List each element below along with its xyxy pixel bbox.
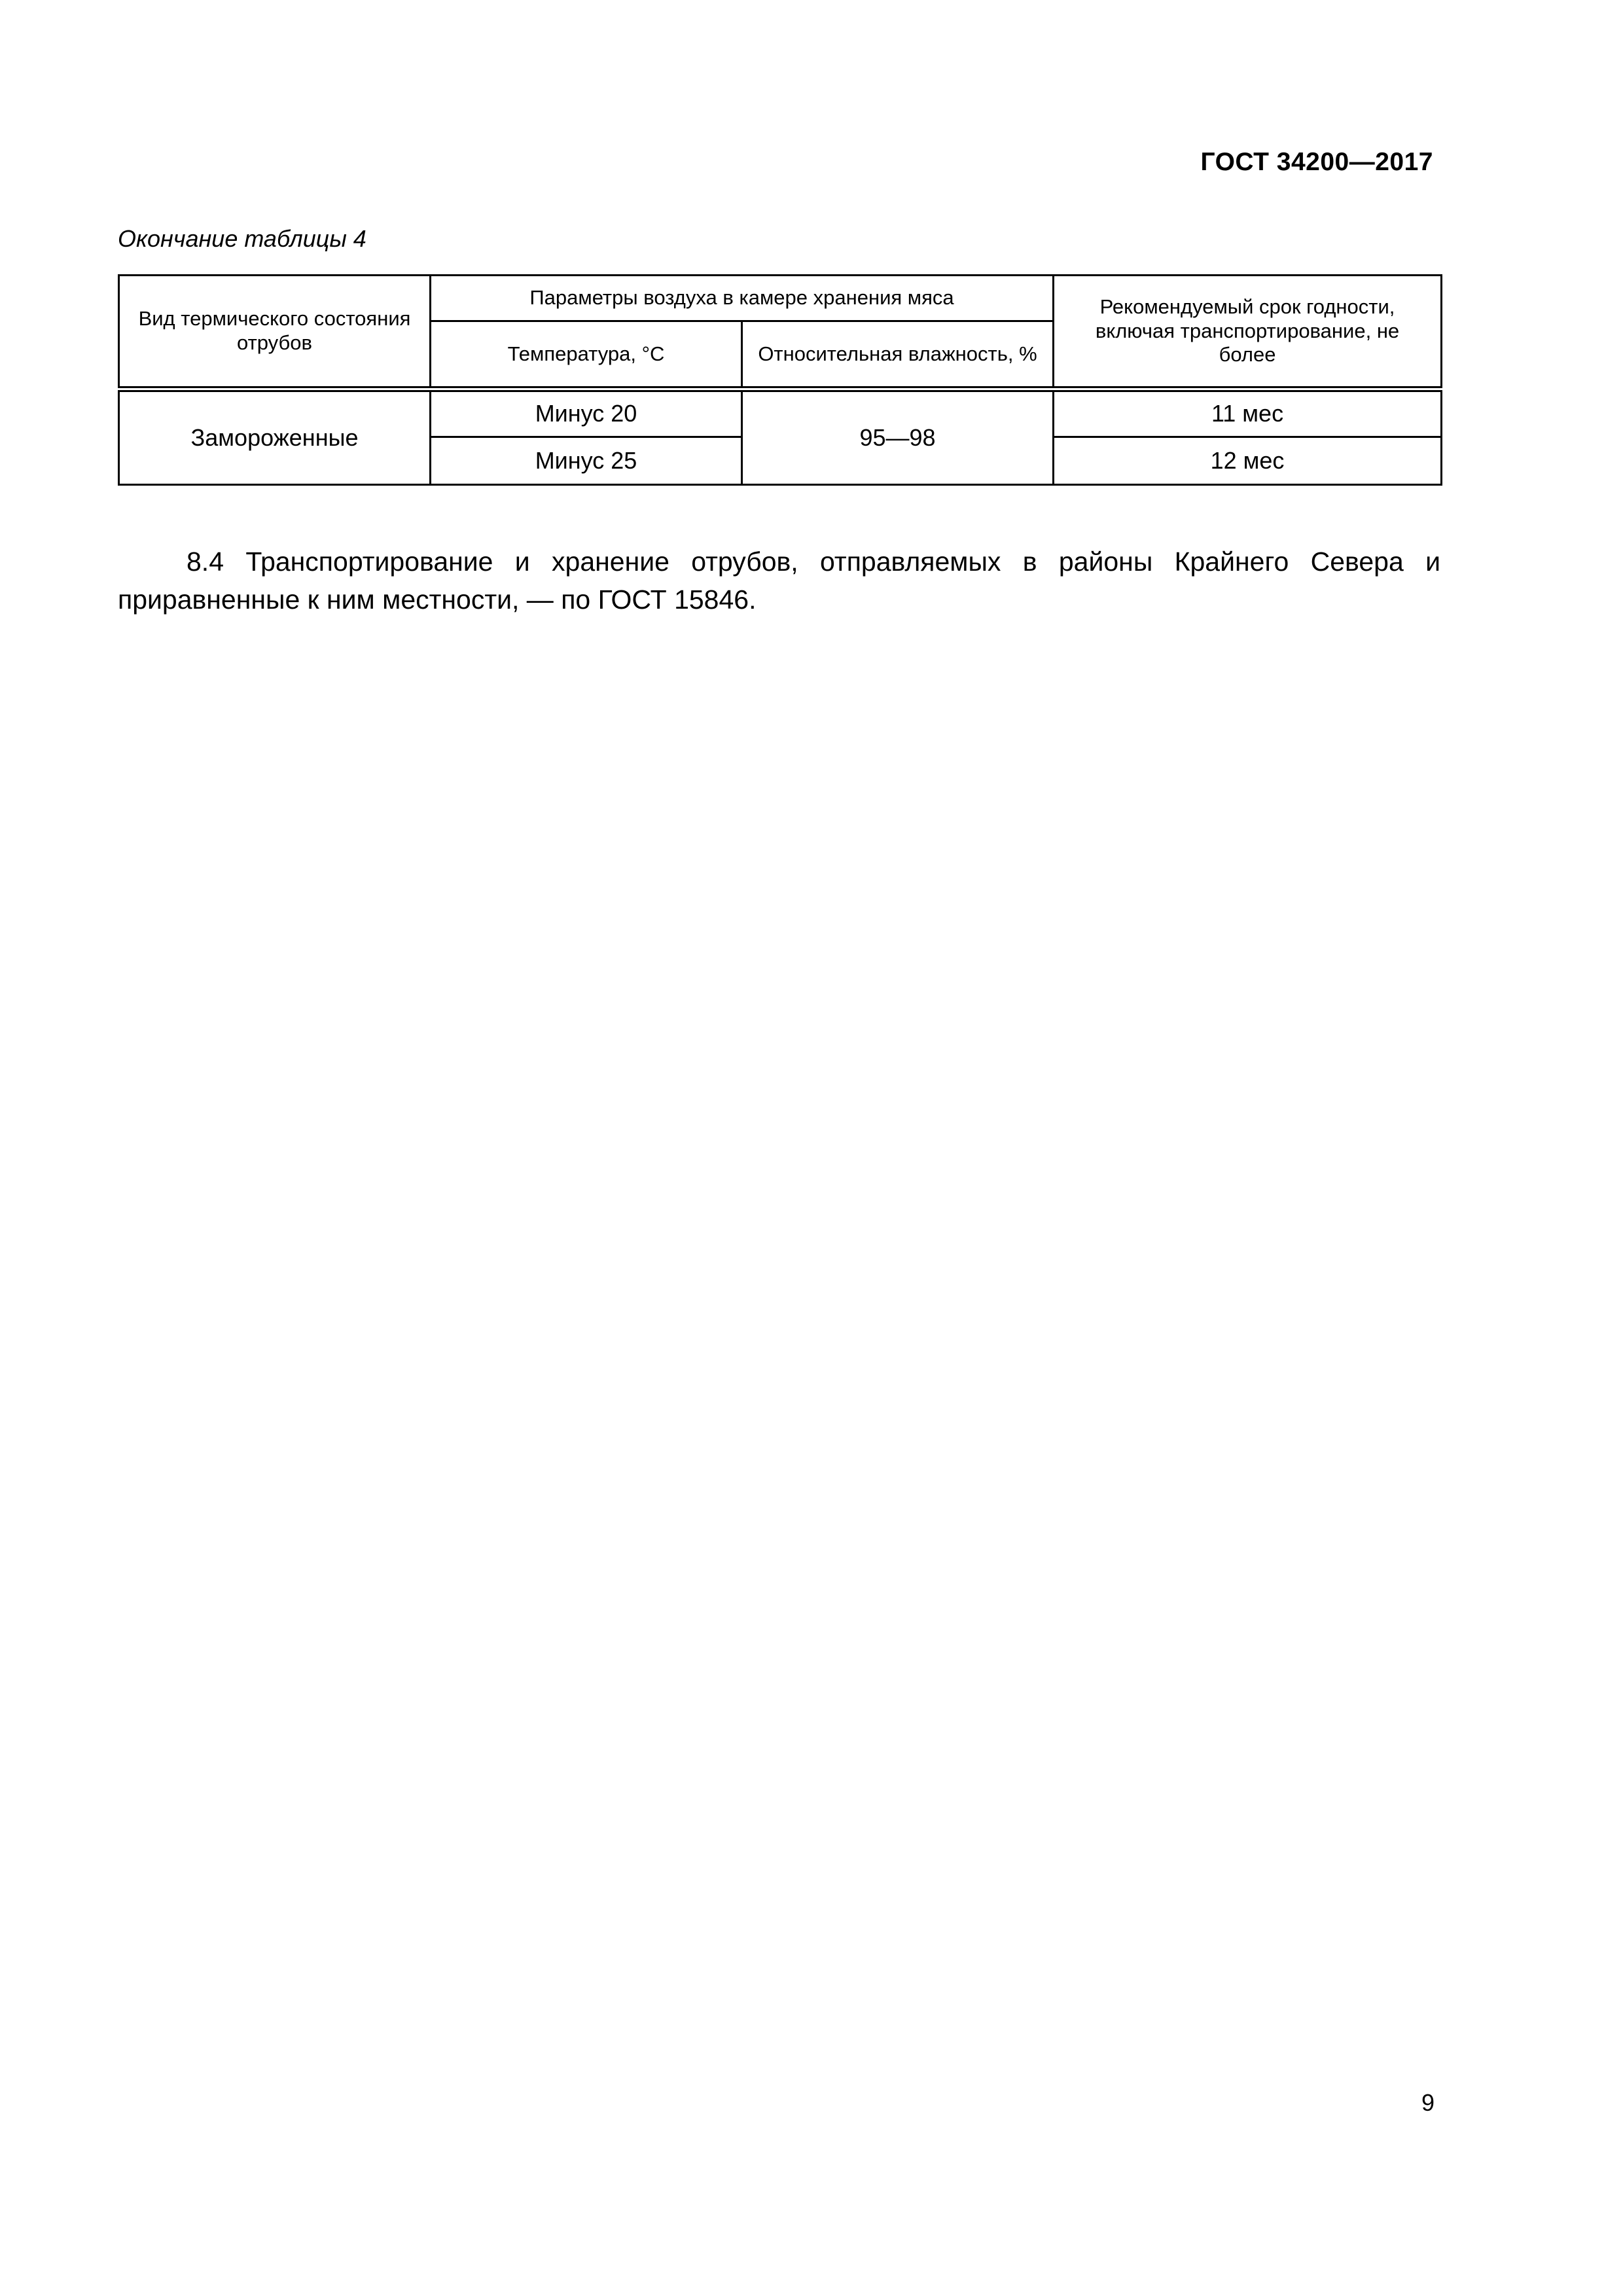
header-air-parameters: Параметры воздуха в камере хранения мяса [431,276,1054,321]
page-number: 9 [1421,2089,1435,2116]
header-temperature: Температура, °С [431,321,742,389]
header-shelf-life: Рекомендуемый срок годности, включая транспортирование, не более [1054,276,1442,389]
cell-shelf-life: 11 мес [1054,389,1442,437]
cell-humidity: 95—98 [742,389,1054,485]
cell-shelf-life: 12 мес [1054,437,1442,485]
header-state: Вид термического состояния отрубов [119,276,431,389]
table-caption: Окончание таблицы 4 [118,225,366,252]
table-row [119,389,1442,437]
header-humidity: Относительная влажность, % [742,321,1054,389]
cell-temperature: Минус 25 [431,437,742,485]
table-header-row [119,276,1442,321]
document-number: ГОСТ 34200—2017 [1200,148,1433,176]
cell-state: Замороженные [119,389,431,485]
storage-table [118,274,1442,486]
cell-temperature: Минус 20 [431,389,742,437]
paragraph-8-4: 8.4 Транспортирование и хранение отрубов, отправляемых в районы Крайнего Севера и приравненные к ним местности, — по ГОСТ 15846. [118,547,1440,615]
